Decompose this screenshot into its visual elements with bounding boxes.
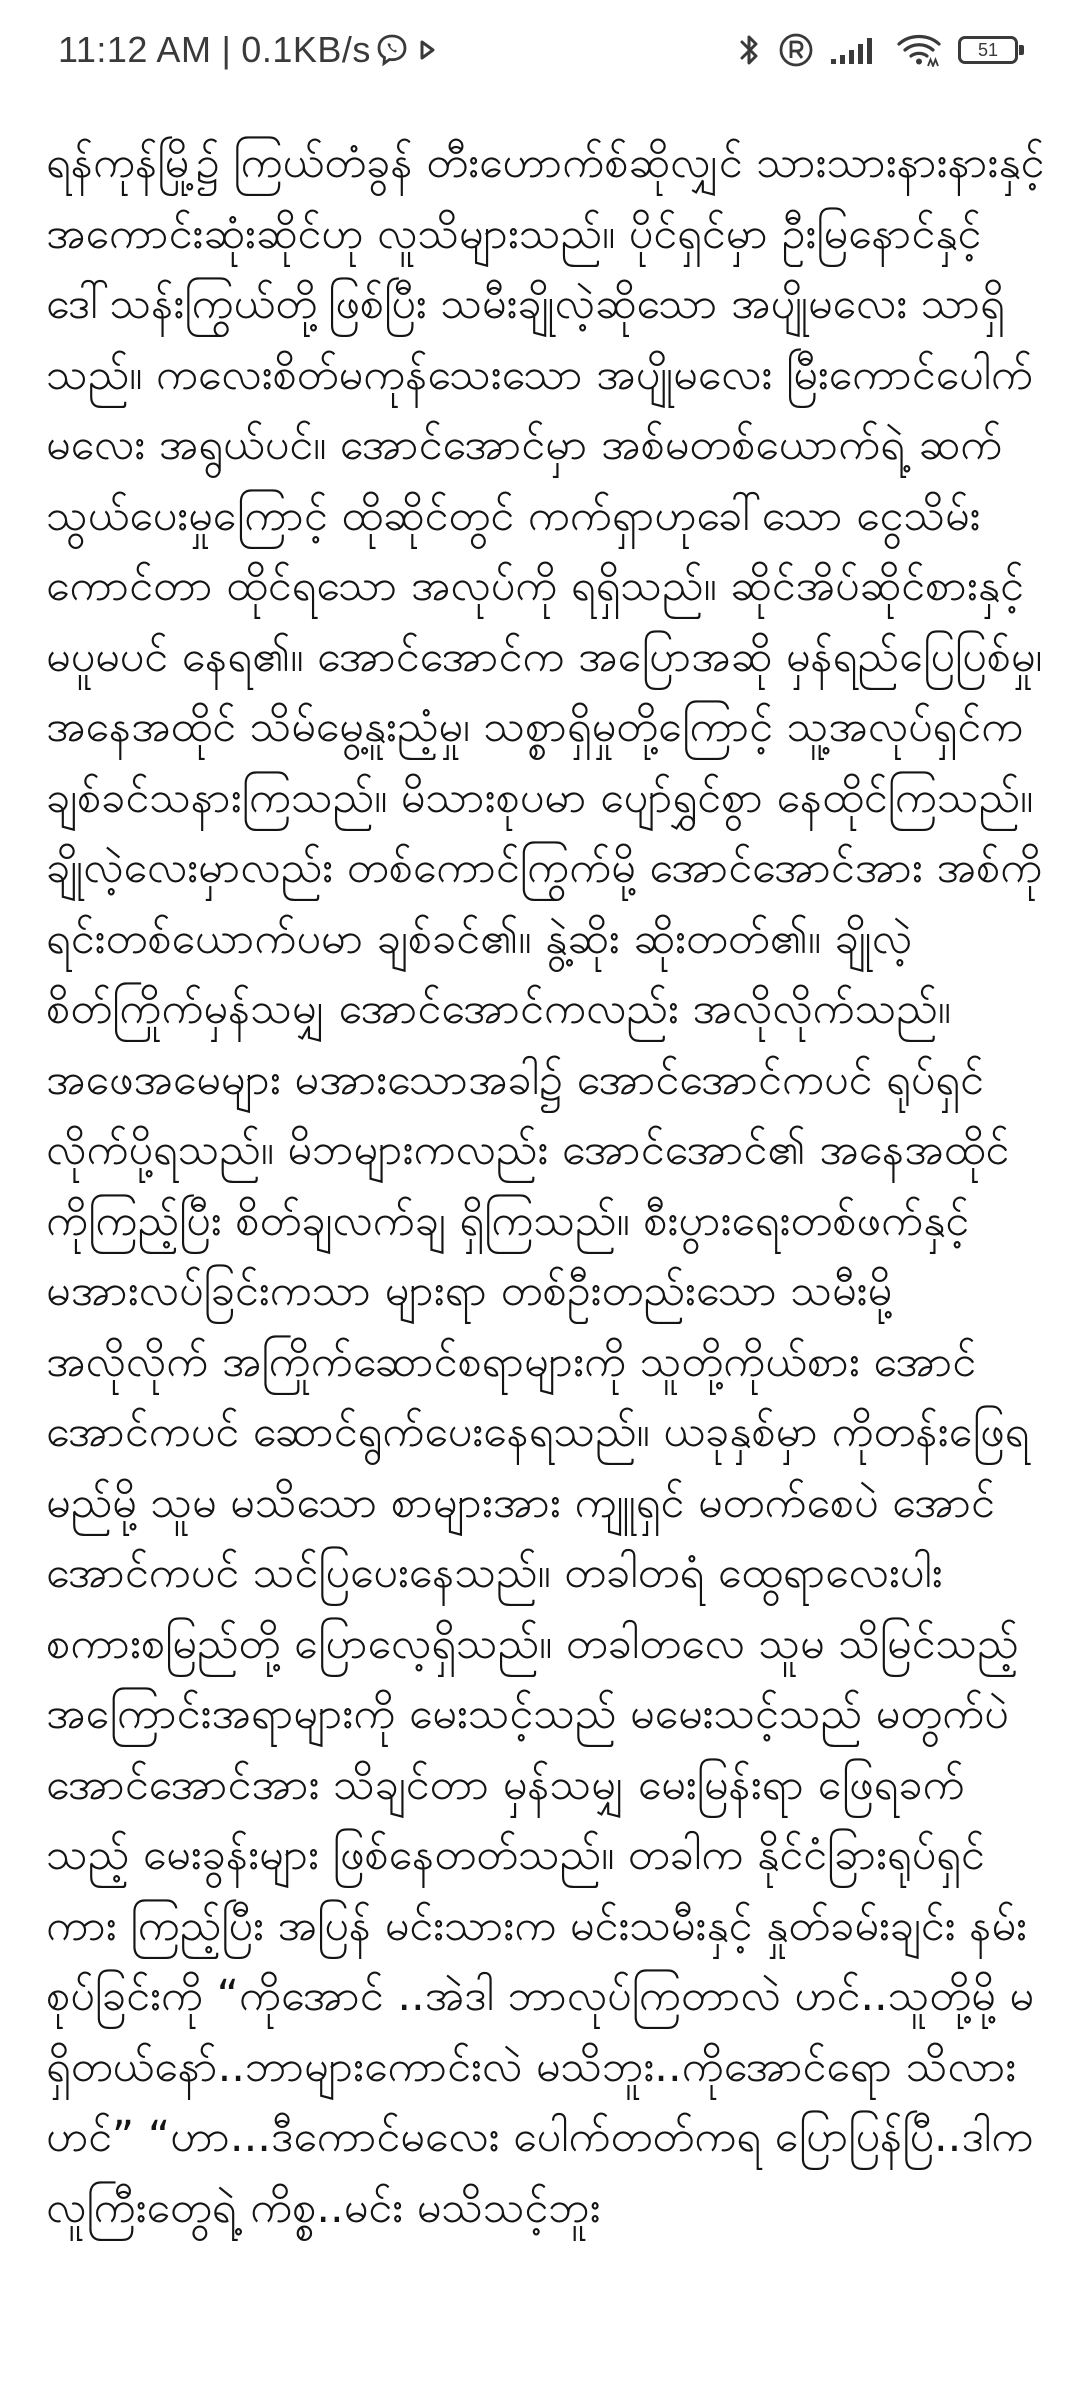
status-bar (0, 0, 1080, 100)
article-body (46, 128, 1046, 2400)
play-icon (413, 36, 441, 64)
bluetooth-icon (738, 31, 762, 69)
status-time: 11:12 AM (58, 29, 212, 70)
signal-icon (830, 35, 880, 65)
wifi-icon (896, 33, 942, 67)
status-separator: | (221, 29, 232, 70)
viber-icon (375, 33, 409, 67)
battery-icon (958, 36, 1018, 64)
battery-level: 51 (977, 40, 999, 60)
article-paragraph: ရန်ကုန်မြို့၌ ကြယ်တံခွန် တီးဟောက်စ်ဆိုလျှင် သားသားနားနားနှင့် အကောင်းဆုံးဆိုင်ဟု လူသိများသည်။ ပိုင်ရှင်မှာ ဦးမြနောင်နှင့် ဒေါ်သန်းကြွယ်တို့ဖြစ်ပြီး သမီးချိုလဲ့ဆိုသော အပျိုမလေး သာရှိသည်။ ကလေးစိတ်မကုန်သေးသော အပျိုမလေး မြီးကောင်ပေါက်မလေး အရွယ်ပင်။ အောင်အောင်မှာ အစ်မတစ်ယောက်ရဲ့ ဆက်သွယ်ပေးမှုကြောင့် ထိုဆိုင်တွင် ကက်ရှာဟုခေါ်သော ငွေသိမ်းကောင်တာ ထိုင်ရသော အလုပ်ကို ရရှိသည်။ ဆိုင်အိပ်ဆိုင်စားနှင့် မပူမပင် နေရ၏။ အောင်အောင်က အပြောအဆို မှန်ရည်ပြေပြစ်မှု၊ အနေအထိုင် သိမ်မွေ့နူးညံ့မှု၊ သစ္စာရှိမှုတို့ကြောင့် သူ့အလုပ်ရှင်က ချစ်ခင်သနားကြသည်။ မိသားစုပမာ ပျော်ရွှင်စွာ နေထိုင်ကြသည်။ ချိုလဲ့လေးမှာလည်း တစ်ကောင်ကြွက်မို့ အောင်အောင်အား အစ်ကိုရင်းတစ်ယောက်ပမာ ချစ်ခင်၏။ နွဲ့ဆိုး ဆိုးတတ်၏။ ချိုလဲ့ စိတ်ကြိုက်မှန်သမျှ အောင်အောင်ကလည်း အလိုလိုက်သည်။ အဖေအမေများ မအားသောအခါ၌ အောင်အောင်ကပင် ရုပ်ရှင် လိုက်ပို့ရသည်။ မိဘများကလည်း အောင်အောင်၏ အနေအထိုင်ကိုကြည့်ပြီး စိတ်ချလက်ချ ရှိကြသည်။ စီးပွားရေးတစ်ဖက်နှင့် မအားလပ်ခြင်းကသာ များရာ တစ်ဦးတည်းသော သမီးမို့ အလိုလိုက် အကြိုက်ဆောင်စရာများကို သူတို့ကိုယ်စား အောင်အောင်ကပင် ဆောင်ရွက်ပေးနေရသည်။ ယခုနှစ်မှာ ကိုတန်းဖြေရမည်မို့ သူမ မသိသော စာများအား ကျူရှင် မတက်စေပဲ အောင်အောင်ကပင် သင်ပြပေးနေသည်။ တခါတရံ ထွေရာလေးပါး စကားစမြည်တို့ ပြောလေ့ရှိသည်။ တခါတလေ သူမ သိမြင်သည့် အကြောင်းအရာများကို မေးသင့်သည် မမေးသင့်သည် မတွက်ပဲ အောင်အောင်အား သိချင်တာ မှန်သမျှ မေးမြန်းရာ ဖြေရခက်သည့် မေးခွန်းများ ဖြစ်နေတတ်သည်။ တခါက နိုင်ငံခြားရုပ်ရှင်ကား ကြည့်ပြီး အပြန် မင်းသားက မင်းသမီးနှင့် နှုတ်ခမ်းချင်း နမ်းစုပ်ခြင်းကို “ကိုအောင် ..အဲဒါ ဘာလုပ်ကြတာလဲ ဟင်..သူတို့မို့ မရှိတယ်နော်..ဘာများကောင်းလဲ မသိဘူး..ကိုအောင်ရော သိလားဟင်” “ဟာ...ဒီကောင်မလေး ပေါက်တတ်ကရ ပြောပြန်ပြီ..ဒါက လူကြီးတွေရဲ့ ကိစ္စ..မင်း မသိသင့်ဘူး (46, 138, 1045, 2233)
registered-icon (778, 32, 814, 68)
status-bar-right (722, 31, 1018, 69)
network-speed: 0.1KB/s (241, 29, 371, 70)
status-bar-left (58, 29, 441, 71)
